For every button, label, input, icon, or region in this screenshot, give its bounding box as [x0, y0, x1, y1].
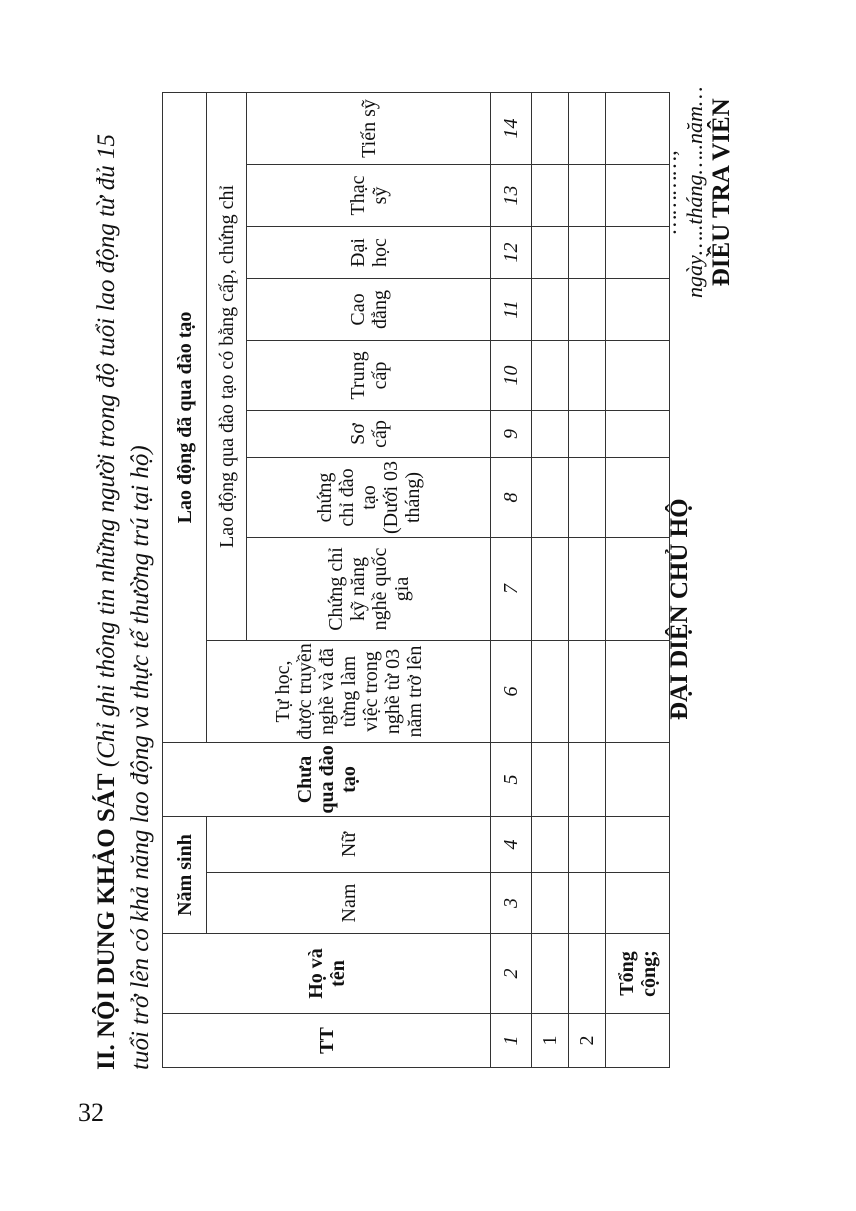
header-birth-year: Năm sinh: [163, 816, 207, 933]
survey-table: [162, 92, 670, 1068]
investigator-signature: [656, 87, 736, 298]
total-label: Tổng cộng;: [606, 934, 670, 1014]
column-number: 13: [491, 164, 532, 226]
header-master: Thạc sỹ: [247, 164, 491, 226]
header-intermediate: Trung cấp: [247, 340, 491, 410]
header-college: Cao đẳng: [247, 278, 491, 340]
column-number: 9: [491, 410, 532, 457]
table-row: [532, 92, 569, 1067]
header-short-course: chứng chỉ đào tạo (Dưới 03 tháng): [247, 457, 491, 537]
section-heading: [90, 90, 158, 1070]
investigator-title: ĐIỀU TRA VIÊN: [708, 98, 735, 287]
header-certificate-group: Lao động qua đào tạo có bằng cấp, chứng chỉ: [207, 92, 247, 640]
column-number: 10: [491, 340, 532, 410]
header-male: Nam: [207, 873, 491, 934]
row-number: 1: [532, 1014, 569, 1068]
header-name: Họ và tên: [163, 934, 491, 1014]
header-untrained: Chưa qua đào tạo: [163, 742, 491, 816]
date-line: …………, ngày…..tháng…..năm…: [656, 86, 707, 298]
header-national-skill: Chứng chỉ kỹ năng nghề quốc gia: [247, 537, 491, 640]
header-trained: Lao động đã qua đào tạo: [163, 92, 207, 742]
column-number: 12: [491, 226, 532, 278]
section-note: (Chỉ ghi thông tin những người trong độ tuổi lao động từ đủ 15 tuổi trở lên có khả năng lao động và thực tế thường trú tại hộ): [93, 133, 154, 1070]
table-row: [569, 92, 606, 1067]
column-number: 7: [491, 537, 532, 640]
column-number: 11: [491, 278, 532, 340]
header-self-taught: Tự học, được truyền nghề và đã từng làm việc trong nghề từ 03 năm trở lên: [207, 640, 491, 742]
column-number: 6: [491, 640, 532, 742]
page-number: 32: [78, 1098, 104, 1127]
header-doctor: Tiến sỹ: [247, 92, 491, 164]
column-number: 5: [491, 742, 532, 816]
column-number: 1: [491, 1014, 532, 1068]
header-female: Nữ: [207, 816, 491, 872]
rotated-page-content: [90, 86, 780, 1070]
column-number: 8: [491, 457, 532, 537]
column-number: 14: [491, 92, 532, 164]
header-elementary: Sơ cấp: [247, 410, 491, 457]
row-number: 2: [569, 1014, 606, 1068]
household-signature: ĐẠI DIỆN CHỦ HỘ: [666, 498, 693, 720]
column-number: 3: [491, 873, 532, 934]
section-title: II. NỘI DUNG KHẢO SÁT: [93, 773, 120, 1070]
column-number: 2: [491, 934, 532, 1014]
column-number: 4: [491, 816, 532, 872]
column-number-row: [491, 92, 532, 1067]
header-university: Đại học: [247, 226, 491, 278]
header-tt: TT: [163, 1014, 491, 1068]
